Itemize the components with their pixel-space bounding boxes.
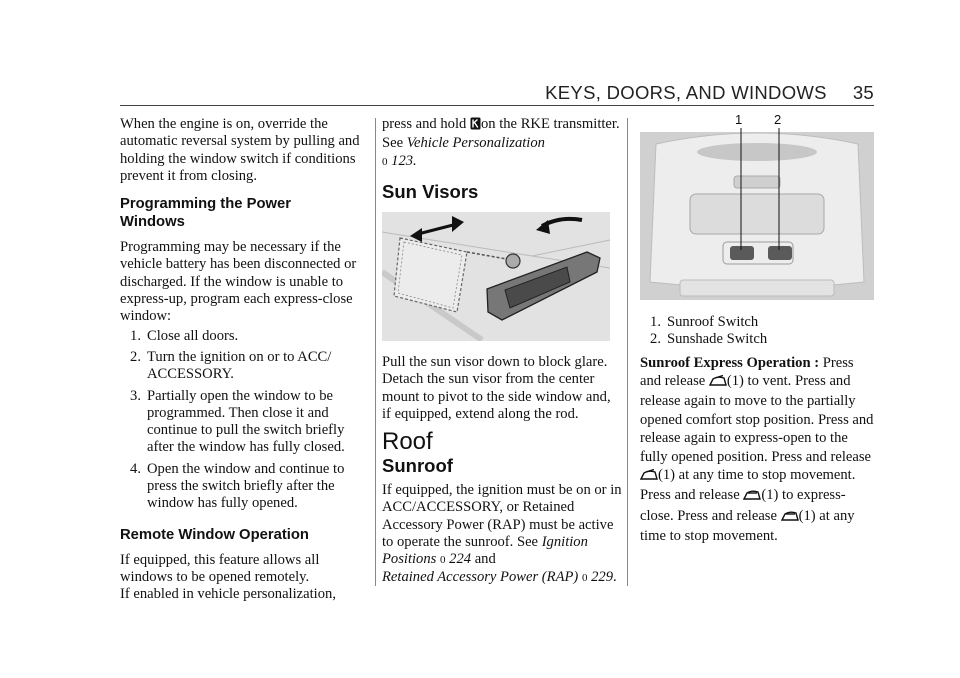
programming-heading-line1: Programming the Power — [120, 196, 292, 213]
text-run: (1) at any time to stop movement. — [640, 507, 855, 545]
remote-window-heading: Remote Window Operation — [120, 526, 309, 543]
page-ref[interactable]: 229 — [591, 569, 613, 586]
page-ref[interactable]: 224 — [449, 551, 472, 568]
page-ref[interactable]: 123 — [391, 152, 414, 169]
text-run: . — [612, 569, 617, 586]
column-divider-2 — [627, 118, 628, 586]
text-run: (1) to vent. Press and release again to move to the partially opened comfort stop position. Press and release again to express-open to the fully opened position. Press and release — [640, 373, 874, 465]
list-item — [120, 461, 365, 513]
list-item — [640, 331, 876, 348]
column-2 — [382, 116, 622, 588]
legend-text: Sunroof Switch — [667, 314, 759, 330]
vehicle-personalization-link[interactable]: Vehicle Personalization — [406, 135, 545, 152]
sunroof-paragraph — [382, 482, 622, 588]
step-text: Partially open the window to be programmed. Then close it and continue to pull the switch briefly after the window has fully closed. — [147, 387, 345, 456]
page-number: 35 — [852, 82, 874, 103]
rap-link[interactable]: Retained Accessory Power (RAP) — [382, 569, 579, 586]
programming-heading — [120, 195, 365, 231]
sunroof-open-icon — [709, 374, 727, 392]
step-number: 1. — [130, 327, 141, 344]
column-3 — [640, 112, 876, 546]
express-operation-label: Sunroof Express Operation : — [640, 354, 820, 371]
column-divider-1 — [375, 118, 376, 586]
legend-number: 2. — [650, 331, 661, 348]
text-run: on the RKE — [480, 116, 550, 132]
section-title: KEYS, DOORS, AND WINDOWS — [545, 82, 827, 103]
page-ref-arrow: 0 — [581, 572, 588, 585]
callout-2: 2 — [774, 112, 782, 127]
step-text: Turn the ignition on or to ACC/ ACCESSORY. — [147, 348, 332, 383]
list-item — [640, 314, 876, 331]
page-ref-arrow: 0 — [439, 554, 446, 567]
remote-paragraph-2: If enabled in vehicle personalization, — [120, 586, 336, 603]
sunroof-close-icon — [743, 488, 761, 506]
sun-visor-illustration — [382, 212, 610, 341]
step-number: 3. — [130, 387, 141, 404]
programming-heading-line2: Windows — [120, 214, 185, 231]
text-run: If equipped, the ignition must be on or in ACC/ACCESSORY, or Retained Accessory Power (RAP) must be active to operate the sunroof. See — [382, 481, 622, 550]
text-run: (1) at any time to stop movement. Press and release — [640, 467, 856, 504]
step-text: Close all doors. — [147, 327, 239, 344]
page-ref-arrow: 0 — [382, 155, 388, 168]
legend-text: Sunshade Switch — [667, 331, 768, 348]
programming-paragraph: Programming may be necessary if the vehicle battery has been disconnected or discharged. If the window is unable to express-up, program each express-close window: — [120, 239, 357, 325]
header-rule — [120, 105, 874, 106]
sun-visor-paragraph: Pull the sun visor down to block glare. Detach the sun visor from the center mount to pivot to the side window and, if equipped, extend along the rod. — [382, 354, 611, 423]
override-paragraph: When the engine is on, override the automatic reversal system by pulling and holding the window switch if conditions prevent it from closing. — [120, 116, 360, 184]
list-item — [120, 388, 365, 457]
callout-1: 1 — [735, 112, 743, 127]
legend-number: 1. — [650, 314, 661, 330]
sunroof-heading: Sunroof — [382, 454, 453, 476]
text-run: and — [474, 551, 496, 568]
text-run: . — [413, 152, 417, 169]
programming-steps — [120, 328, 365, 513]
column-1 — [120, 116, 365, 604]
text-run: transmitter. See — [382, 116, 620, 152]
text-run: (1) to express-close. Press and release — [640, 487, 846, 524]
sunroof-close-icon — [781, 509, 799, 527]
step-number: 4. — [130, 460, 141, 477]
step-number: 2. — [130, 348, 141, 365]
step-text: Open the window and continue to press the switch briefly after the window has fully opened. — [147, 460, 345, 512]
list-item — [120, 328, 365, 345]
text-run: Press and release — [640, 354, 854, 389]
legend-list — [640, 314, 876, 349]
ignition-positions-link[interactable]: Ignition Positions — [382, 533, 588, 568]
list-item — [120, 349, 365, 384]
remote-continued-paragraph — [382, 116, 622, 171]
page-header — [545, 82, 874, 104]
unlock-key-icon — [470, 117, 481, 135]
sun-visors-heading: Sun Visors — [382, 180, 479, 202]
overhead-console-photo — [640, 112, 874, 302]
express-operation-paragraph — [640, 354, 876, 546]
text-run: press and hold — [382, 116, 467, 132]
remote-paragraph-1: If equipped, this feature allows all windows to be opened remotely. — [120, 551, 320, 585]
sunroof-open-icon — [640, 468, 658, 486]
roof-heading: Roof — [382, 428, 433, 456]
